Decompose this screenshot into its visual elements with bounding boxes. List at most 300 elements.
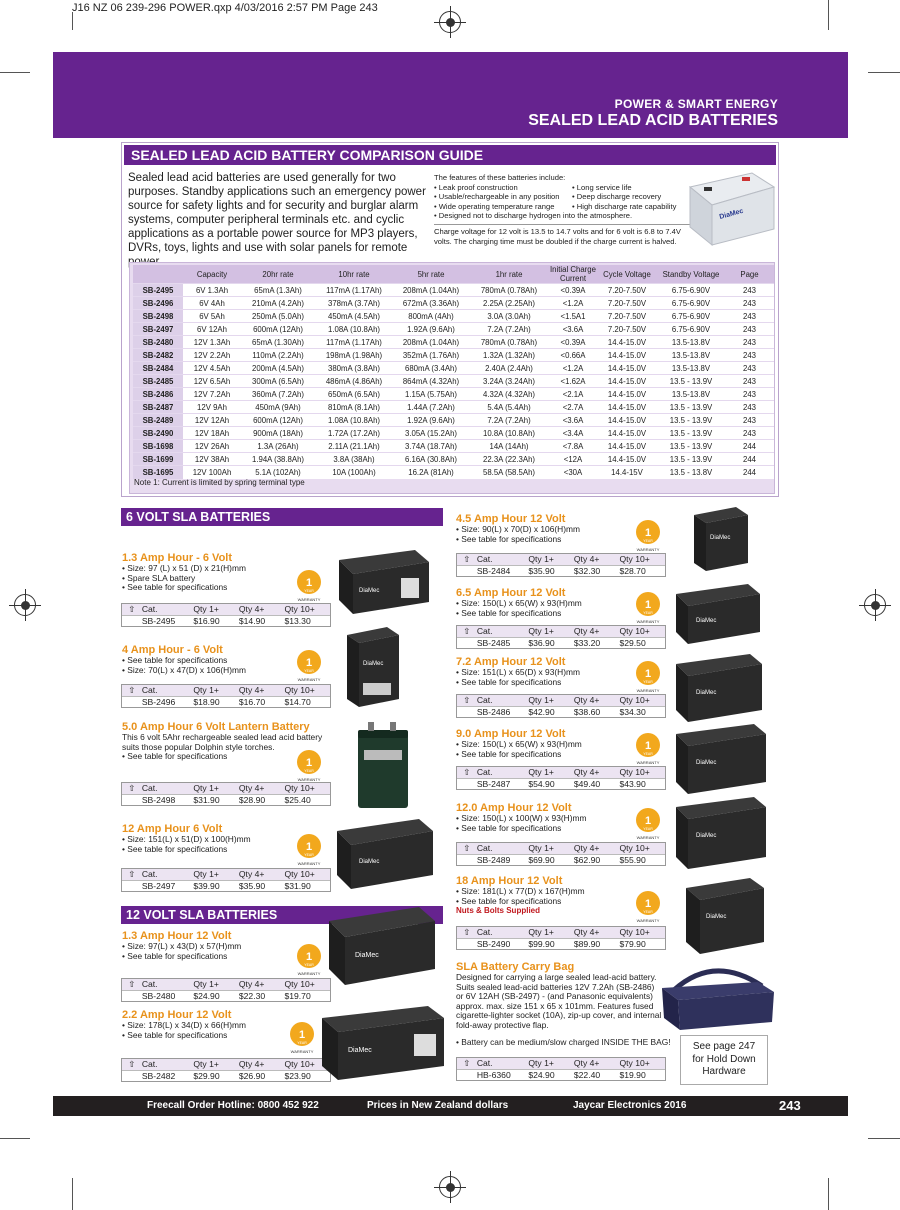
- price-cell: $69.90: [528, 855, 555, 865]
- price-header-cell: Qty 1+: [528, 843, 554, 853]
- comparison-cell: 12V 7.2Ah: [183, 388, 241, 401]
- comparison-cell: 243: [725, 349, 774, 362]
- price-table-sb2490: [456, 926, 666, 950]
- comparison-cell: 12V 38Ah: [183, 453, 241, 466]
- comparison-guide: [121, 142, 779, 497]
- comparison-cell: 14A (14Ah): [469, 440, 549, 453]
- svg-text:DiaMec: DiaMec: [355, 952, 379, 959]
- price-cell: $99.90: [528, 939, 555, 949]
- product-title: 1.3 Amp Hour - 6 Volt: [122, 552, 233, 564]
- price-table-sb2495: [121, 603, 331, 627]
- comparison-table: [133, 265, 774, 479]
- comparison-cell: 352mA (1.76Ah): [393, 349, 469, 362]
- product-title: 18 Amp Hour 12 Volt: [456, 875, 563, 887]
- price-header-row: [457, 626, 665, 637]
- svg-text:DiaMec: DiaMec: [359, 588, 380, 594]
- comparison-cell: 1.72A (17.2Ah): [315, 427, 393, 440]
- price-cell: $14.90: [238, 616, 266, 626]
- price-header-row: [457, 554, 665, 565]
- footer-hotline: Freecall Order Hotline: 0800 452 922: [147, 1100, 319, 1111]
- comparison-note: Note 1: Current is limited by spring terminal type: [134, 478, 305, 487]
- comparison-cell: 2.11A (21.1Ah): [315, 440, 393, 453]
- comparison-cell: 380mA (3.8Ah): [315, 362, 393, 375]
- svg-text:WARRANTY: WARRANTY: [636, 547, 660, 552]
- price-header-cell: Qty 1+: [193, 685, 219, 695]
- price-header-cell: Qty 4+: [573, 695, 600, 705]
- price-header-cell: Qty 4+: [573, 767, 600, 777]
- see-page-line: See page 247: [692, 1041, 756, 1052]
- comparison-cell: 3.24A (3.24Ah): [469, 375, 549, 388]
- svg-text:DiaMec: DiaMec: [696, 690, 717, 696]
- price-header-cell: Qty 10+: [619, 1058, 650, 1068]
- price-row: [122, 794, 330, 805]
- comparison-column-header: Cycle Voltage: [597, 265, 657, 284]
- comparison-cell: 14.4-15.0V: [597, 362, 657, 375]
- price-cell: $24.90: [528, 1070, 555, 1080]
- warranty-badge: [633, 659, 663, 695]
- arrow-icon: ⇧: [128, 685, 136, 695]
- comparison-body: [133, 284, 774, 479]
- warranty-badge: [633, 889, 663, 925]
- svg-text:YEAR: YEAR: [643, 611, 653, 615]
- product-sb2490: [456, 875, 585, 915]
- svg-text:1: 1: [644, 668, 652, 680]
- comparison-cell: 1.32A (1.32Ah): [469, 349, 549, 362]
- price-header-cell: Cat.: [476, 554, 493, 564]
- price-header-cell: Qty 4+: [238, 1059, 265, 1069]
- arrow-icon: ⇧: [463, 767, 471, 777]
- comparison-cat-cell: SB-2485: [133, 375, 183, 388]
- price-table-sb2489: [456, 842, 666, 866]
- price-cell: $16.90: [193, 616, 220, 626]
- price-table-sb2486: [456, 694, 666, 718]
- registration-mark: [14, 594, 36, 616]
- comparison-cell: 450mA (4.5Ah): [315, 310, 393, 323]
- price-cell: SB-2489: [476, 855, 511, 865]
- comparison-cell: 300mA (6.5Ah): [241, 375, 315, 388]
- price-table-sb2482: [121, 1058, 331, 1082]
- product-sb2486: [456, 656, 580, 687]
- comparison-cell: <0.39A: [549, 284, 597, 297]
- comparison-cell: 243: [725, 362, 774, 375]
- svg-text:DiaMec: DiaMec: [696, 833, 717, 839]
- feature-item: • Wide operating temperature range: [434, 201, 555, 211]
- price-header-row: [457, 843, 665, 854]
- footer-page-number: 243: [779, 1098, 801, 1113]
- comparison-cell: 1.15A (5.75Ah): [393, 388, 469, 401]
- product-line: • See table for specifications: [122, 582, 228, 593]
- comparison-cell: <2.1A: [549, 388, 597, 401]
- product-line: • Size: 151(L) x 65(D) x 93(H)mm: [456, 667, 580, 677]
- price-cell: $19.70: [284, 991, 311, 1001]
- price-cell: $33.20: [573, 638, 601, 648]
- comparison-cell: 243: [725, 323, 774, 336]
- comparison-row: [133, 440, 774, 453]
- comparison-header-row: [133, 265, 774, 284]
- price-cell: $31.90: [284, 881, 311, 891]
- product-title: 7.2 Amp Hour 12 Volt: [456, 656, 566, 668]
- product-line: • Size: 150(L) x 65(W) x 93(H)mm: [456, 598, 582, 608]
- arrow-icon: ⇧: [128, 869, 136, 879]
- comparison-cell: 1.92A (9.6Ah): [393, 323, 469, 336]
- product-line: • See table for specifications: [456, 822, 562, 833]
- page-header: [53, 52, 848, 138]
- footer-prices: Prices in New Zealand dollars: [367, 1100, 509, 1111]
- registration-mark: [439, 1176, 461, 1198]
- product-sb2484: [456, 513, 580, 544]
- product-line: • Battery can be medium/slow charged INSIDE THE BAG!: [456, 1036, 671, 1047]
- price-header-cell: Qty 10+: [284, 783, 315, 793]
- price-row: [457, 1069, 665, 1080]
- comparison-cell: 243: [725, 375, 774, 388]
- comparison-row: [133, 323, 774, 336]
- price-header-cell: Qty 10+: [284, 685, 315, 695]
- price-header-cell: Qty 1+: [528, 767, 554, 777]
- price-cell: SB-2496: [141, 697, 176, 707]
- comparison-cell: <1.62A: [549, 375, 597, 388]
- comparison-cell: 2.40A (2.4Ah): [469, 362, 549, 375]
- comparison-cell: 7.20-7.50V: [597, 310, 657, 323]
- price-cell: $35.90: [528, 566, 555, 576]
- comparison-row: [133, 375, 774, 388]
- price-row: [122, 696, 330, 707]
- arrow-icon: ⇧: [463, 843, 471, 853]
- svg-text:WARRANTY: WARRANTY: [636, 835, 660, 840]
- comparison-cell: 208mA (1.04Ah): [393, 336, 469, 349]
- comparison-cell: 5.1A (102Ah): [241, 466, 315, 479]
- battery-image-sb2484: [690, 505, 752, 573]
- comparison-cell: 16.2A (81Ah): [393, 466, 469, 479]
- comparison-cell: 12V 1.3Ah: [183, 336, 241, 349]
- comparison-row: [133, 414, 774, 427]
- comparison-cat-cell: SB-2496: [133, 297, 183, 310]
- comparison-cell: 65mA (1.3Ah): [241, 284, 315, 297]
- guide-intro: Sealed lead acid batteries are used generally for two purposes. Standby applications such an emergency power source for safety lights and for security and burglar alarm systems, computer peripheral terminals etc. and cyclic applications as a portable power source for MP3 players, DVRs, toys, lights and use with solar panels for remote: [128, 172, 426, 254]
- comparison-cell: 3.74A (18.7Ah): [393, 440, 469, 453]
- price-header-cell: Qty 4+: [238, 685, 265, 695]
- product-title: 5.0 Amp Hour 6 Volt Lantern Battery: [122, 721, 310, 733]
- comparison-cell: 12V 9Ah: [183, 401, 241, 414]
- price-cell: $34.30: [619, 707, 646, 717]
- crop-mark: [0, 72, 30, 73]
- feature-item: • Long service life: [572, 182, 632, 192]
- comparison-cell: 243: [725, 336, 774, 349]
- comparison-cell: <7.8A: [549, 440, 597, 453]
- svg-text:WARRANTY: WARRANTY: [636, 688, 660, 693]
- comparison-row: [133, 427, 774, 440]
- svg-text:WARRANTY: WARRANTY: [297, 777, 321, 782]
- svg-text:WARRANTY: WARRANTY: [297, 971, 321, 976]
- price-cell: $55.90: [619, 855, 646, 865]
- section-6-volt: 6 VOLT SLA BATTERIES: [121, 508, 443, 526]
- feature-item: • Deep discharge recovery: [572, 192, 662, 202]
- product-desc: Designed for carrying a large sealed lead-acid battery. Suits sealed lead-acid batteries 12V 7.2Ah (SB-2486) or 6V 12AH (SB-2497) - (and Panasonic equivalents) approx. max. size 151 x 65 x 101mm. Features fused cigarette-lighter socket (10A), zip-up cover, and internal fold-away protective flap.: [456, 972, 662, 1030]
- comparison-row: [133, 297, 774, 310]
- product-sb2480: [122, 930, 241, 961]
- battery-image-sb2489: [672, 795, 770, 871]
- guide-title: SEALED LEAD ACID BATTERY COMPARISON GUIDE: [124, 145, 776, 165]
- comparison-cell: 13.5-13.8V: [657, 388, 725, 401]
- comparison-cell: 14.4-15.0V: [597, 349, 657, 362]
- comparison-cell: 117mA (1.17Ah): [315, 284, 393, 297]
- svg-text:YEAR: YEAR: [643, 539, 653, 543]
- price-header-cell: Cat.: [141, 604, 158, 614]
- price-cell: $23.90: [284, 1071, 311, 1081]
- product-line: • Size: 151(L) x 51(D) x 100(H)mm: [122, 834, 251, 844]
- price-cell: $26.90: [238, 1071, 266, 1081]
- price-header-cell: Cat.: [476, 1058, 493, 1068]
- price-cell: HB-6360: [476, 1070, 511, 1080]
- comparison-row: [133, 336, 774, 349]
- arrow-icon: ⇧: [463, 1058, 471, 1068]
- comparison-cell: 208mA (1.04Ah): [393, 284, 469, 297]
- price-cell: $18.90: [193, 697, 220, 707]
- price-cell: $28.90: [238, 795, 266, 805]
- svg-text:1: 1: [298, 1029, 306, 1041]
- price-row: [122, 990, 330, 1001]
- battery-image-sb2490: [682, 876, 768, 956]
- price-row: [122, 615, 330, 626]
- comparison-cell: 6.16A (30.8Ah): [393, 453, 469, 466]
- comparison-cell: 12V 12Ah: [183, 414, 241, 427]
- price-header-cell: Qty 4+: [573, 843, 600, 853]
- features-box: [434, 173, 694, 246]
- price-table-hb6360: [456, 1057, 666, 1081]
- product-sb2495: [122, 552, 246, 593]
- comparison-cell: 14.4-15.0V: [597, 440, 657, 453]
- arrow-icon: ⇧: [128, 1059, 136, 1069]
- product-line: • Size: 150(L) x 100(W) x 93(H)mm: [456, 813, 587, 823]
- product-line: • See table for specifications: [122, 751, 228, 762]
- arrow-icon: ⇧: [128, 783, 136, 793]
- comparison-cell: 12V 4.5Ah: [183, 362, 241, 375]
- price-header-cell: Cat.: [476, 695, 493, 705]
- warranty-badge: [633, 518, 663, 554]
- comparison-cell: 680mA (3.4Ah): [393, 362, 469, 375]
- comparison-cell: <3.6A: [549, 414, 597, 427]
- product-sb2489: [456, 802, 586, 833]
- svg-text:DiaMec: DiaMec: [359, 859, 380, 865]
- comparison-cat-cell: SB-2487: [133, 401, 183, 414]
- price-header-cell: Qty 1+: [193, 604, 219, 614]
- comparison-cell: 22.3A (22.3Ah): [469, 453, 549, 466]
- comparison-cell: 5.4A (5.4Ah): [469, 401, 549, 414]
- registration-mark: [439, 11, 461, 33]
- product-title: 6.5 Amp Hour 12 Volt: [456, 587, 566, 599]
- product-line: • See table for specifications: [456, 533, 562, 544]
- svg-text:YEAR: YEAR: [297, 1041, 307, 1045]
- crop-mark: [828, 0, 829, 30]
- svg-text:YEAR: YEAR: [304, 769, 314, 773]
- comparison-cat-cell: SB-2498: [133, 310, 183, 323]
- svg-text:DiaMec: DiaMec: [363, 661, 384, 667]
- price-cell: $22.30: [238, 991, 266, 1001]
- svg-text:1: 1: [305, 841, 313, 853]
- comparison-cell: <0.39A: [549, 336, 597, 349]
- comparison-cell: 14.4-15.0V: [597, 401, 657, 414]
- product-line: • See table for specifications: [122, 655, 228, 665]
- price-header-cell: Qty 4+: [238, 979, 265, 989]
- price-header-cell: Qty 1+: [528, 927, 554, 937]
- comparison-cell: 13.5 - 13.9V: [657, 375, 725, 388]
- comparison-cell: 14.4-15.0V: [597, 336, 657, 349]
- battery-image-sb2482: [318, 1004, 448, 1084]
- comparison-cell: 250mA (5.0Ah): [241, 310, 315, 323]
- price-header-row: [457, 767, 665, 778]
- price-header-cell: Qty 1+: [528, 554, 554, 564]
- svg-text:WARRANTY: WARRANTY: [297, 597, 321, 602]
- comparison-cell: 600mA (12Ah): [241, 323, 315, 336]
- price-row: [457, 565, 665, 576]
- comparison-cell: 13.5 - 13.9V: [657, 414, 725, 427]
- comparison-cell: 7.2A (7.2Ah): [469, 323, 549, 336]
- price-header-cell: Cat.: [476, 626, 493, 636]
- crop-mark: [868, 72, 900, 73]
- comparison-column-header: 1hr rate: [469, 265, 549, 284]
- comparison-cell: 1.94A (38.8Ah): [241, 453, 315, 466]
- price-row: [457, 706, 665, 717]
- comparison-cell: 12V 100Ah: [183, 466, 241, 479]
- svg-text:WARRANTY: WARRANTY: [636, 760, 660, 765]
- svg-text:YEAR: YEAR: [643, 910, 653, 914]
- product-line: • Size: 97(L) x 43(D) x 57(H)mm: [122, 941, 242, 951]
- comparison-cat-cell: SB-1695: [133, 466, 183, 479]
- warranty-badge: [294, 748, 324, 784]
- price-header-cell: Qty 4+: [238, 604, 265, 614]
- product-line: • Size: 181(L) x 77(D) x 167(H)mm: [456, 886, 585, 896]
- price-header-row: [122, 783, 330, 794]
- battery-image-sb2496: [343, 625, 403, 709]
- svg-text:DiaMec: DiaMec: [696, 618, 717, 624]
- comparison-cell: 117mA (1.17Ah): [315, 336, 393, 349]
- comparison-cell: 65mA (1.30Ah): [241, 336, 315, 349]
- price-header-row: [122, 869, 330, 880]
- price-header-cell: Qty 1+: [528, 626, 554, 636]
- comparison-cell: 378mA (3.7Ah): [315, 297, 393, 310]
- svg-text:YEAR: YEAR: [643, 680, 653, 684]
- svg-text:1: 1: [305, 757, 313, 769]
- comparison-cell: 864mA (4.32Ah): [393, 375, 469, 388]
- crop-mark: [72, 1178, 73, 1210]
- svg-text:1: 1: [305, 951, 313, 963]
- product-line: • See table for specifications: [122, 843, 228, 854]
- price-header-row: [122, 604, 330, 615]
- price-header-cell: Qty 10+: [619, 695, 650, 705]
- comparison-cat-cell: SB-1698: [133, 440, 183, 453]
- comparison-table-wrap: [129, 262, 775, 494]
- comparison-cell: 12V 6.5Ah: [183, 375, 241, 388]
- feature-item: • Designed not to discharge hydrogen into the atmosphere.: [434, 211, 633, 221]
- comparison-column-header: 10hr rate: [315, 265, 393, 284]
- product-title: SLA Battery Carry Bag: [456, 961, 575, 973]
- comparison-cell: 200mA (4.5Ah): [241, 362, 315, 375]
- price-row: [457, 938, 665, 949]
- battery-image-sb2485: [672, 582, 764, 646]
- price-table-sb2480: [121, 978, 331, 1002]
- price-cell: $42.90: [528, 707, 555, 717]
- price-cell: $28.70: [619, 566, 646, 576]
- product-line: • Spare SLA battery: [122, 572, 196, 583]
- price-header-cell: Qty 1+: [193, 1059, 219, 1069]
- comparison-cell: 672mA (3.36Ah): [393, 297, 469, 310]
- crop-mark: [72, 12, 73, 30]
- arrow-icon: ⇧: [463, 554, 471, 564]
- price-header-cell: Cat.: [476, 843, 493, 853]
- price-header-cell: Qty 10+: [619, 767, 650, 777]
- arrow-icon: ⇧: [463, 927, 471, 937]
- price-cell: $62.90: [573, 855, 601, 865]
- comparison-cell: 900mA (18Ah): [241, 427, 315, 440]
- svg-text:1: 1: [644, 740, 652, 752]
- comparison-cell: 110mA (2.2Ah): [241, 349, 315, 362]
- comparison-column-header: [133, 265, 183, 284]
- comparison-row: [133, 388, 774, 401]
- product-line: • Size: 97 (L) x 51 (D) x 21(H)mm: [122, 563, 246, 573]
- price-cell: $22.40: [573, 1070, 601, 1080]
- comparison-cell: <0.66A: [549, 349, 597, 362]
- svg-text:1: 1: [305, 657, 313, 669]
- nuts-bolts-note: Nuts & Bolts Supplied: [456, 906, 540, 916]
- price-cell: $54.90: [528, 779, 555, 789]
- product-title: 4.5 Amp Hour 12 Volt: [456, 513, 566, 525]
- comparison-cell: 243: [725, 310, 774, 323]
- price-cell: $19.90: [619, 1070, 646, 1080]
- price-header-cell: Qty 4+: [238, 869, 265, 879]
- product-line: • See table for specifications: [456, 895, 562, 906]
- warranty-badge: [294, 832, 324, 868]
- comparison-cell: 2.25A (2.25Ah): [469, 297, 549, 310]
- price-cell: SB-2490: [476, 939, 511, 949]
- feature-item: • Usable/rechargeable in any position: [434, 192, 560, 202]
- price-cell: $49.40: [573, 779, 601, 789]
- print-slug: J16 NZ 06 239-296 POWER.qxp 4/03/2016 2:57 PM Page 243: [72, 2, 378, 14]
- price-header-cell: Qty 4+: [573, 1058, 600, 1068]
- comparison-column-header: 5hr rate: [393, 265, 469, 284]
- price-cell: $79.90: [619, 939, 646, 949]
- price-cell: SB-2495: [141, 616, 176, 626]
- price-cell: SB-2482: [141, 1071, 176, 1081]
- price-cell: $38.60: [573, 707, 601, 717]
- comparison-cell: 13.5 - 13.9V: [657, 453, 725, 466]
- price-row: [122, 880, 330, 891]
- product-sb2482: [122, 1009, 246, 1040]
- price-row: [457, 637, 665, 648]
- price-cell: SB-2486: [476, 707, 511, 717]
- svg-text:1: 1: [644, 815, 652, 827]
- product-sb2497: [122, 823, 251, 854]
- price-row: [457, 778, 665, 789]
- comparison-cell: 780mA (0.78Ah): [469, 336, 549, 349]
- comparison-cell: 13.5 - 13.8V: [657, 466, 725, 479]
- price-header-row: [122, 685, 330, 696]
- comparison-cell: 1.08A (10.8Ah): [315, 414, 393, 427]
- product-title: 1.3 Amp Hour 12 Volt: [122, 930, 232, 942]
- price-cell: SB-2485: [476, 638, 511, 648]
- comparison-cat-cell: SB-2482: [133, 349, 183, 362]
- comparison-row: [133, 349, 774, 362]
- product-title: 9.0 Amp Hour 12 Volt: [456, 728, 566, 740]
- price-cell: $29.90: [193, 1071, 220, 1081]
- carry-bag-image: [654, 962, 780, 1034]
- header-subtitle: POWER & SMART ENERGY: [614, 97, 778, 111]
- charge-note: Charge voltage for 12 volt is 13.5 to 14.7 volts and for 6 volt is 6.8 to 7.4V volts. The charging time must be doubled if the charge current is halved.: [434, 224, 694, 246]
- see-page-line: Hardware: [702, 1066, 746, 1077]
- comparison-row: [133, 310, 774, 323]
- price-cell: $39.90: [193, 881, 220, 891]
- product-sb2485: [456, 587, 582, 618]
- battery-image-sb2497: [333, 817, 437, 893]
- product-line: • Size: 90(L) x 70(D) x 106(H)mm: [456, 524, 580, 534]
